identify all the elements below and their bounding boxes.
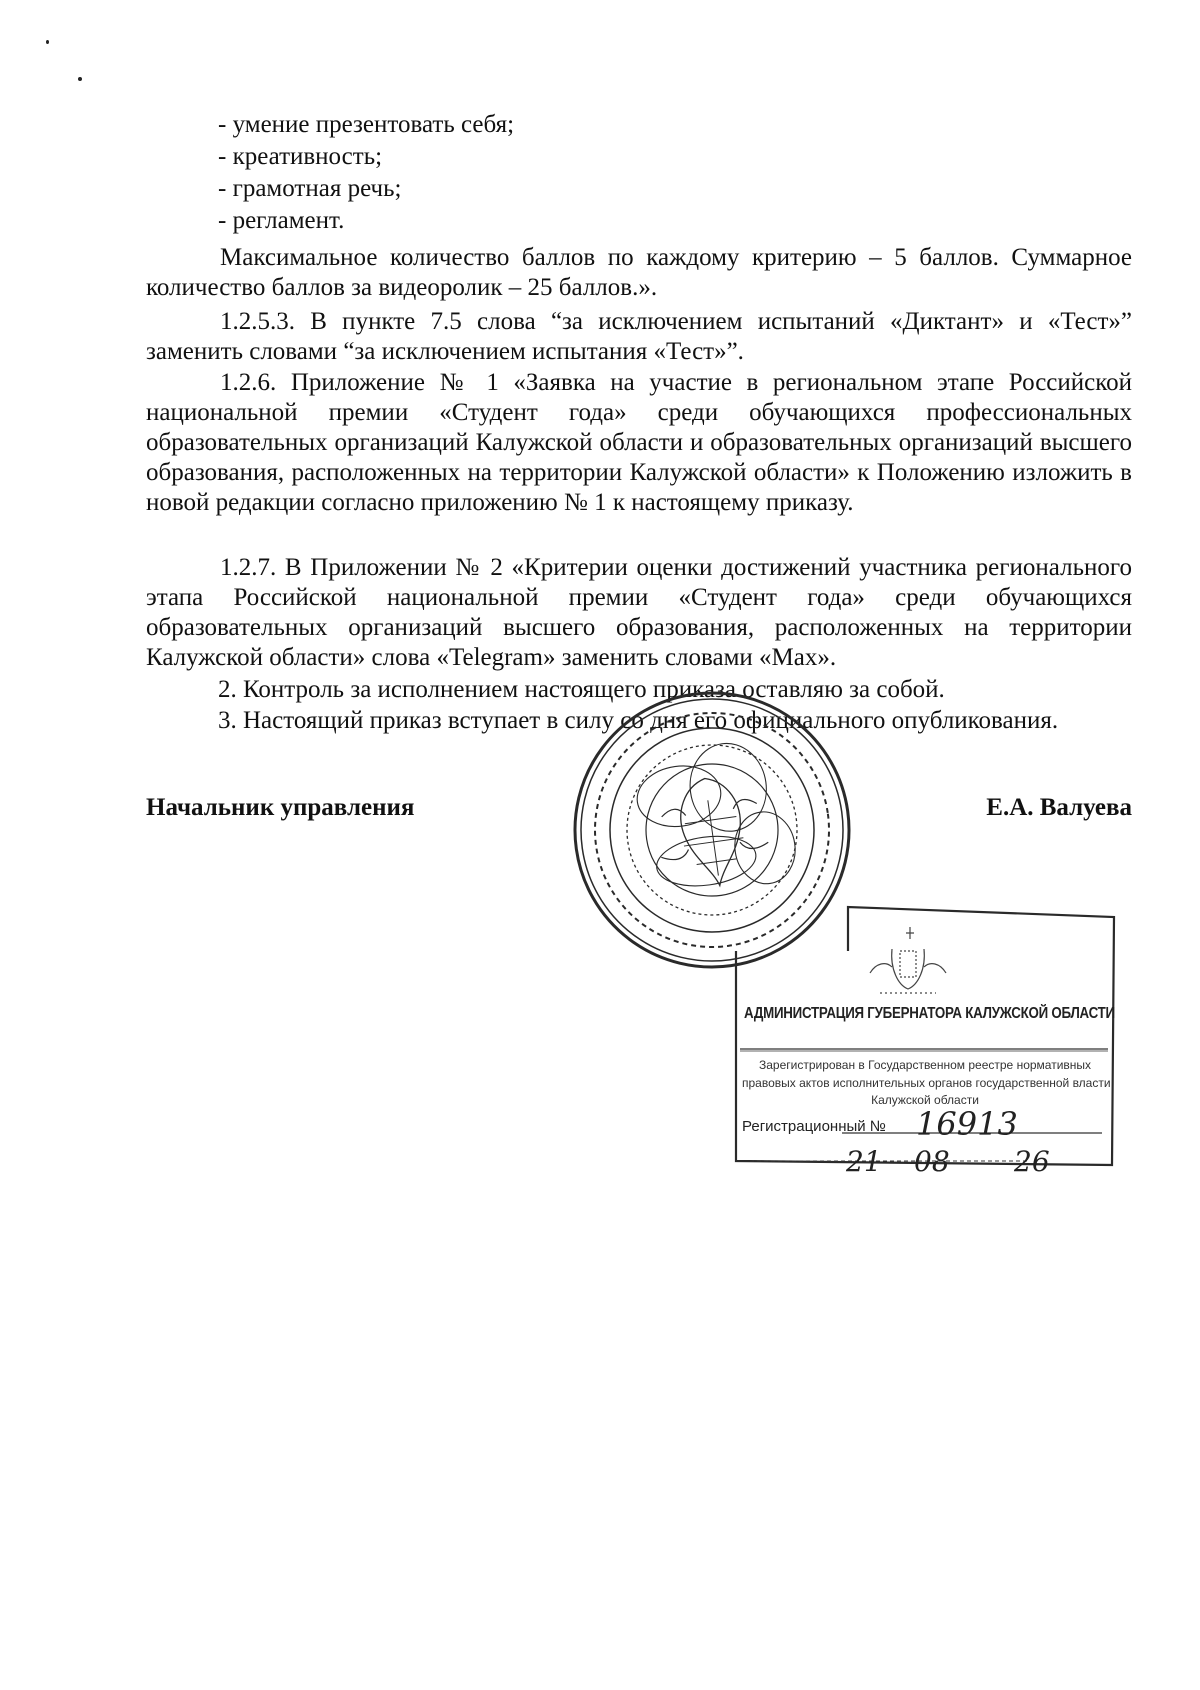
paragraph-1-2-6: 1.2.6. Приложение № 1 «Заявка на участие в региональном этапе Российской национальной премии «Студент года» среди обучающихся профессиональных образовательных организаций Калужской области и образовательных организаций высшего образования, расположенных на территории Калужской области» к Положению изложить в новой редакции согласно приложению № 1 к настоящему приказу. [146,369,1132,516]
stamp-registry-line-3: Калужской области [871,1093,979,1107]
stamp-registration-label: Регистрационный № [742,1118,886,1135]
stamp-date-day: 21 [846,1145,882,1178]
paragraph-2: 2. Контроль за исполнением настоящего приказа оставляю за собой. [218,676,945,703]
list-item: - регламент. [218,207,345,234]
scan-speck [78,77,82,81]
paragraph-1-2-7: 1.2.7. В Приложении № 2 «Критерии оценки достижений участника регионального этапа Российской национальной премии «Студент года» среди обучающихся образовательных организаций высшего образования, расположенных на территории Калужской области» слова «Telegram» заменить словами «Max». [146,554,1132,671]
stamp-header: АДМИНИСТРАЦИЯ ГУБЕРНАТОРА КАЛУЖСКОЙ ОБЛАСТИ [744,1005,1115,1022]
stamp-date-month: 08 [914,1145,950,1178]
registration-stamp [730,893,1120,1178]
paragraph-1-2-5-3: 1.2.5.3. В пункте 7.5 слова “за исключением испытаний «Диктант» и «Тест»” заменить словами “за исключением испытания «Тест»”. [146,308,1132,365]
signatory-name: Е.А. Валуева [986,794,1132,821]
stamp-registration-number: 16913 [916,1105,1018,1143]
list-item: - креативность; [218,143,383,170]
scan-speck [46,40,49,44]
stamp-registry-line-1: Зарегистрирован в Государственном реестре нормативных [758,1058,1092,1072]
paragraph-max-score: Максимальное количество баллов по каждому критерию – 5 баллов. Суммарное количество баллов за видеоролик – 25 баллов.». [146,244,1132,301]
list-item: - умение презентовать себя; [218,111,515,138]
paragraph-3: 3. Настоящий приказ вступает в силу со дня его официального опубликования. [218,707,1059,734]
stamp-registry-line-2: правовых актов исполнительных органов государственной власти [742,1076,1111,1090]
list-item: - грамотная речь; [218,175,402,202]
stamp-date-year: 26 [1014,1145,1050,1178]
signatory-position: Начальник управления [146,794,415,821]
